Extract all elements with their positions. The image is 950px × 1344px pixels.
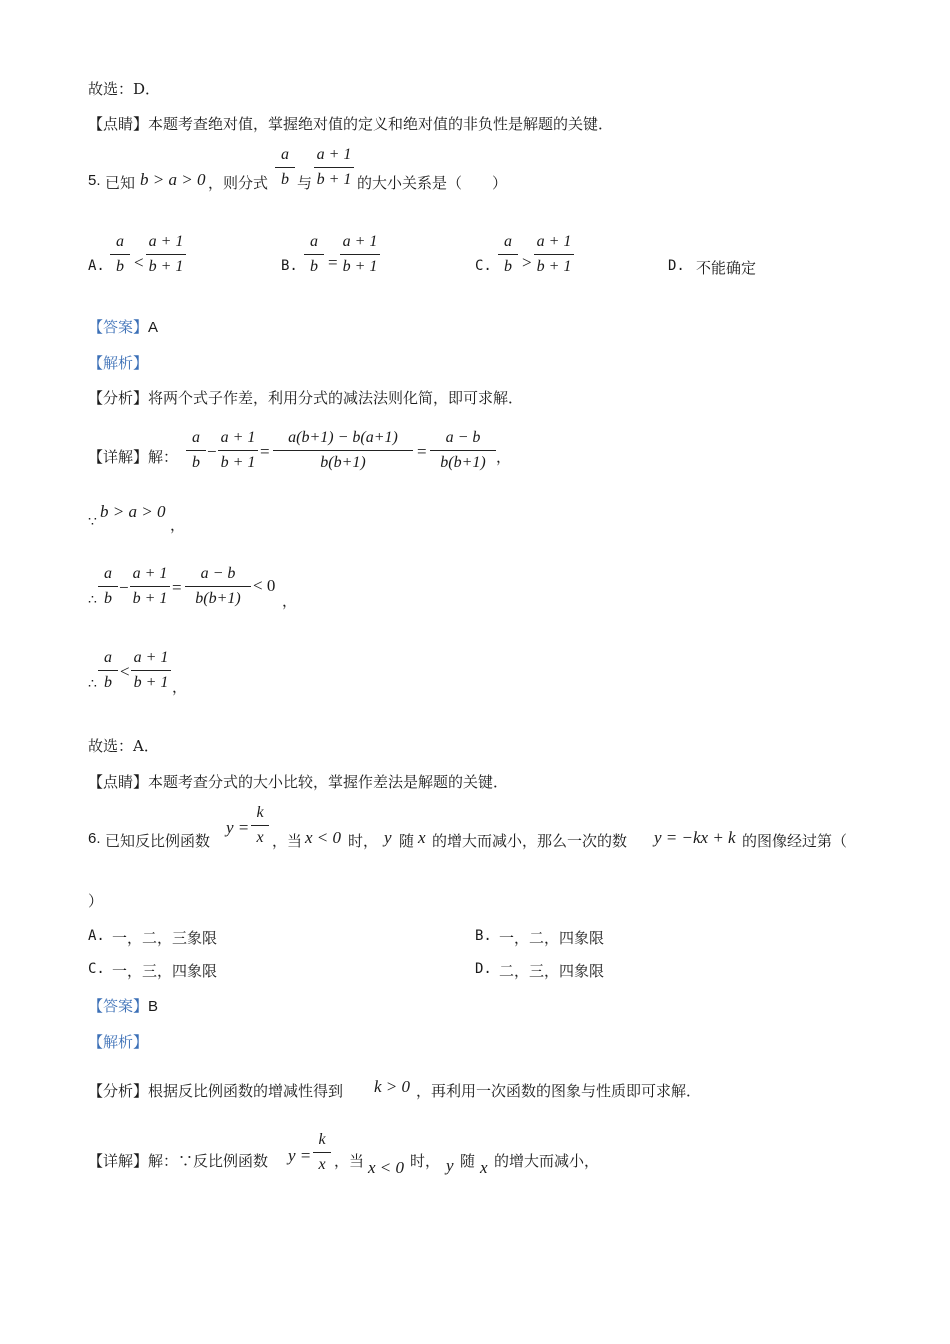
fraction-k-over-x: k x xyxy=(313,1130,331,1175)
option-c-label[interactable]: C. xyxy=(475,258,492,274)
therefore-symbol: ∴ xyxy=(88,592,97,608)
condition-expr: b > a > 0 xyxy=(140,170,206,189)
because-expr: b > a > 0 xyxy=(100,502,166,521)
y-equals: y = xyxy=(226,818,250,837)
q5-comment-line: 【点睛】本题考查分式的大小比较，掌握作差法是解题的关键． xyxy=(88,773,509,791)
detail-frac-short: a − b b(b+1) xyxy=(430,428,496,473)
question-text: 与 xyxy=(297,174,313,192)
detail-frac-long: a(b+1) − b(a+1) b(b+1) xyxy=(273,428,413,473)
answer-tag: 【答案】 xyxy=(88,318,149,336)
analysis-tag: 【解析】 xyxy=(88,354,149,372)
question-text: 已知反比例函数 xyxy=(105,832,211,850)
detail-frac-a-b: a b xyxy=(186,428,206,473)
option-d-label[interactable]: D. xyxy=(668,258,685,274)
option-c-label[interactable]: C. xyxy=(88,961,105,977)
answer-line xyxy=(88,316,158,337)
therefore-symbol: ∴ xyxy=(88,676,97,692)
question-6-close-paren: ） xyxy=(88,892,104,910)
answer-tag: 【答案】 xyxy=(88,997,149,1015)
option-a-relation: < xyxy=(134,253,144,272)
q5-select-line: 故选：A． xyxy=(88,737,159,755)
prev-select-line: 故选：D． xyxy=(88,80,161,98)
question-text: ，则分式 xyxy=(208,174,269,192)
option-a-label[interactable]: A. xyxy=(88,258,105,274)
because-symbol: ∵ xyxy=(88,514,97,530)
fraction-k-over-x: k x xyxy=(251,803,269,848)
option-c-text: 一，三，四象限 xyxy=(112,962,218,980)
detail-frac-a1-b1: a + 1 b + 1 xyxy=(218,428,258,473)
option-a-text: 一，二，三象限 xyxy=(112,929,218,947)
option-a-label[interactable]: A. xyxy=(88,928,105,944)
option-b-label[interactable]: B. xyxy=(281,258,298,274)
question-number: 6. xyxy=(88,830,101,847)
prev-comment-line: 【点睛】本题考查绝对值，掌握绝对值的定义和绝对值的非负性是解题的关键． xyxy=(88,115,614,133)
option-b-label[interactable]: B. xyxy=(475,928,492,944)
answer-line xyxy=(88,995,158,1016)
option-c-frac-left: a b xyxy=(498,232,518,277)
linear-function-expr: y = −kx + k xyxy=(654,828,736,847)
less-than-zero: < 0 xyxy=(253,576,276,595)
answer-value: B xyxy=(148,998,159,1015)
analysis-tag: 【解析】 xyxy=(88,1033,149,1051)
fraction-a1-over-b1: a + 1 b + 1 xyxy=(314,145,354,190)
option-d-label[interactable]: D. xyxy=(475,961,492,977)
option-b-text: 一，二，四象限 xyxy=(499,929,605,947)
option-a-frac-right: a + 1 b + 1 xyxy=(146,232,186,277)
fraction-a-over-b: a b xyxy=(275,145,295,190)
option-a-frac-left: a b xyxy=(110,232,130,277)
question-text: 的大小关系是（ ） xyxy=(357,174,508,192)
option-b-frac-left: a b xyxy=(304,232,324,277)
option-b-relation: = xyxy=(328,253,338,272)
analysis-text: 【分析】将两个式子作差，利用分式的减法法则化简，即可求解． xyxy=(88,389,524,407)
k-positive-expr: k > 0 xyxy=(374,1077,411,1096)
option-d-text: 二，三，四象限 xyxy=(499,962,605,980)
option-b-frac-right: a + 1 b + 1 xyxy=(340,232,380,277)
question-text: 已知 xyxy=(105,174,136,192)
option-d-text: 不能确定 xyxy=(696,259,757,277)
option-c-relation: > xyxy=(522,253,532,272)
condition-expr: x < 0 xyxy=(305,828,342,847)
answer-value: A xyxy=(148,319,159,336)
detail-tag: 【详解】解： xyxy=(88,448,179,466)
option-c-frac-right: a + 1 b + 1 xyxy=(534,232,574,277)
question-number: 5. xyxy=(88,172,101,189)
